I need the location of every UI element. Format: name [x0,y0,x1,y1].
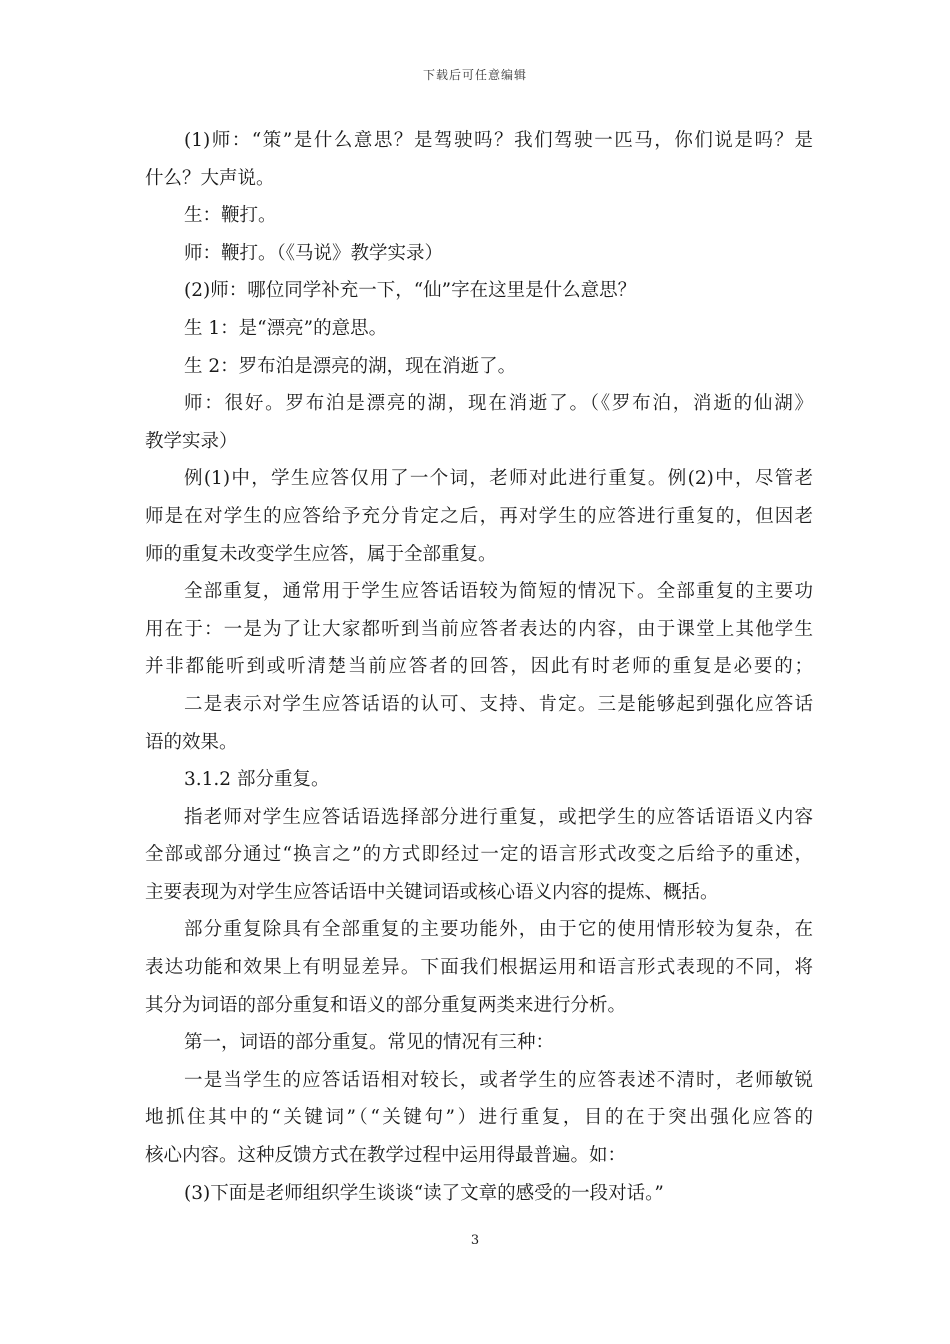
text-line: 师：鞭打。（《马说》教学实录） [184,242,444,264]
text-line: 核心内容。这种反馈方式在教学过程中运用得最普遍。如： [145,1145,627,1167]
text-line: 生 1：是“漂亮”的意思。 [184,317,388,339]
text-line: (1)师：“策”是什么意思？是驾驶吗？我们驾驶一匹马，你们说是吗？是 [184,130,813,151]
text-line: 师是在对学生的应答给予充分肯定之后，再对学生的应答进行重复的，但因老 [145,505,813,527]
text-line: (3)下面是老师组织学生谈谈“读了文章的感受的一段对话。” [184,1182,664,1204]
text-line: 什么？大声说。 [145,167,275,189]
text-line: 指老师对学生应答话语选择部分进行重复，或把学生的应答话语语义内容 [184,806,813,828]
text-line: 3.1.2 部分重复。 [184,769,330,791]
text-line: 二是表示对学生应答话语的认可、支持、肯定。三是能够起到强化应答话 [184,693,813,715]
page-header: 下载后可任意编辑 [422,68,527,82]
text-line: 第一，词语的部分重复。常见的情况有三种： [184,1032,555,1054]
text-line: 其分为词语的部分重复和语义的部分重复两类来进行分析。 [145,994,627,1016]
text-line: 师：很好。罗布泊是漂亮的湖，现在消逝了。（《罗布泊，消逝的仙湖》 [184,393,813,415]
text-line: (2)师：哪位同学补充一下，“仙”字在这里是什么意思？ [184,280,637,302]
text-line: 用在于：一是为了让大家都听到当前应答者表达的内容，由于课堂上其他学生 [145,618,813,640]
text-line: 全部或部分通过“换言之”的方式即经过一定的语言形式改变之后给予的重述， [145,844,813,866]
text-line: 表达功能和效果上有明显差异。下面我们根据运用和语言形式表现的不同，将 [145,957,813,979]
text-line: 地抓住其中的“关键词”（“关键句”）进行重复，目的在于突出强化应答的 [145,1107,813,1129]
text-line: 一是当学生的应答话语相对较长，或者学生的应答表述不清时，老师敏锐 [184,1069,813,1091]
text-line: 全部重复，通常用于学生应答话语较为简短的情况下。全部重复的主要功 [184,581,813,603]
document-body [145,122,813,1212]
text-line: 部分重复除具有全部重复的主要功能外，由于它的使用情形较为复杂，在 [184,919,813,941]
text-line: 生 2：罗布泊是漂亮的湖，现在消逝了。 [184,355,517,377]
page-number: 3 [470,1233,480,1248]
text-line: 教学实录） [145,430,238,452]
text-line: 并非都能听到或听清楚当前应答者的回答，因此有时老师的重复是必要的； [145,656,813,678]
text-line: 例(1)中，学生应答仅用了一个词，老师对此进行重复。例(2)中，尽管老 [184,468,813,490]
text-line: 语的效果。 [145,731,238,753]
text-line: 生：鞭打。 [184,205,277,227]
text-line: 师的重复未改变学生应答，属于全部重复。 [145,543,497,565]
text-line: 主要表现为对学生应答话语中关键词语或核心语义内容的提炼、概括。 [145,881,719,903]
